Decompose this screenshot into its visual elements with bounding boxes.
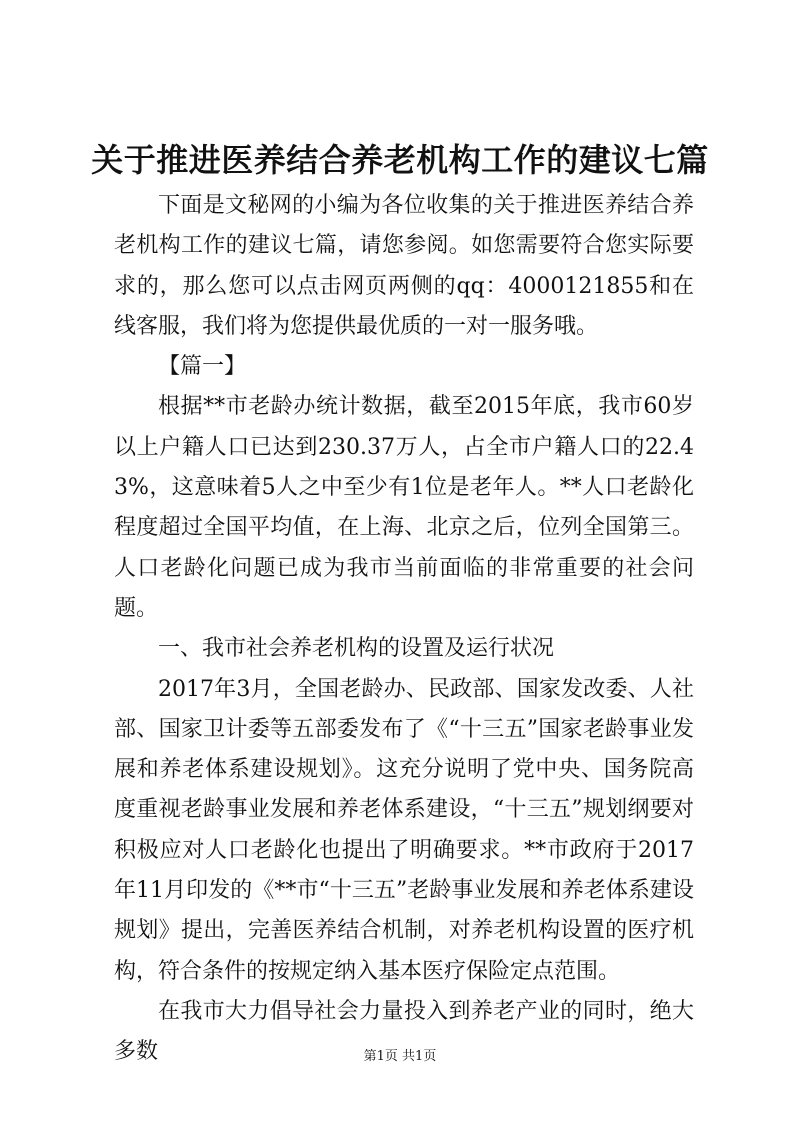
document-title: 关于推进医养结合养老机构工作的建议七篇 <box>91 141 709 179</box>
section-heading-part-one: 【篇一】 <box>158 354 247 380</box>
page-footer: 第1页 共1页 <box>363 1049 437 1064</box>
statistics-paragraph: 根据**市老龄办统计数据，截至2015年底，我市60岁以上户籍人口已达到230.37万人，占全市户籍人口的22.43%，这意味着5人之中至少有1位是老年人。**人口老龄化程度超过全国平均值，在上海、北京之后，位列全国第三。人口老龄化问题已成为我市当前面临的非常重要的社会问题。 <box>114 394 694 621</box>
subsection-heading: 一、我市社会养老机构的设置及运行状况 <box>158 636 555 662</box>
continuation-paragraph: 在我市大力倡导社会力量投入到养老产业的同时，绝大多数 <box>114 998 694 1065</box>
policy-paragraph: 2017年3月，全国老龄办、民政部、国家发改委、人社部、国家卫计委等五部委发布了《“十三五”国家老龄事业发展和养老体系建设规划》。这充分说明了党中央、国务院高度重视老龄事业发展和养老体系建设，“十三五”规划纲要对积极应对人口老龄化也提出了明确要求。**市政府于2017年11月印发的《**市“十三五”老龄事业发展和养老体系建设规划》提出，完善医养结合机制，对养老机构设置的医疗机构，符合条件的按规定纳入基本医疗保险定点范围。 <box>114 676 694 984</box>
document-body <box>114 186 694 1073</box>
intro-paragraph: 下面是文秘网的小编为各位收集的关于推进医养结合养老机构工作的建议七篇，请您参阅。如您需要符合您实际要求的，那么您可以点击网页两侧的qq：4000121855和在线客服，我们将为您提供最优质的一对一服务哦。 <box>114 193 694 339</box>
